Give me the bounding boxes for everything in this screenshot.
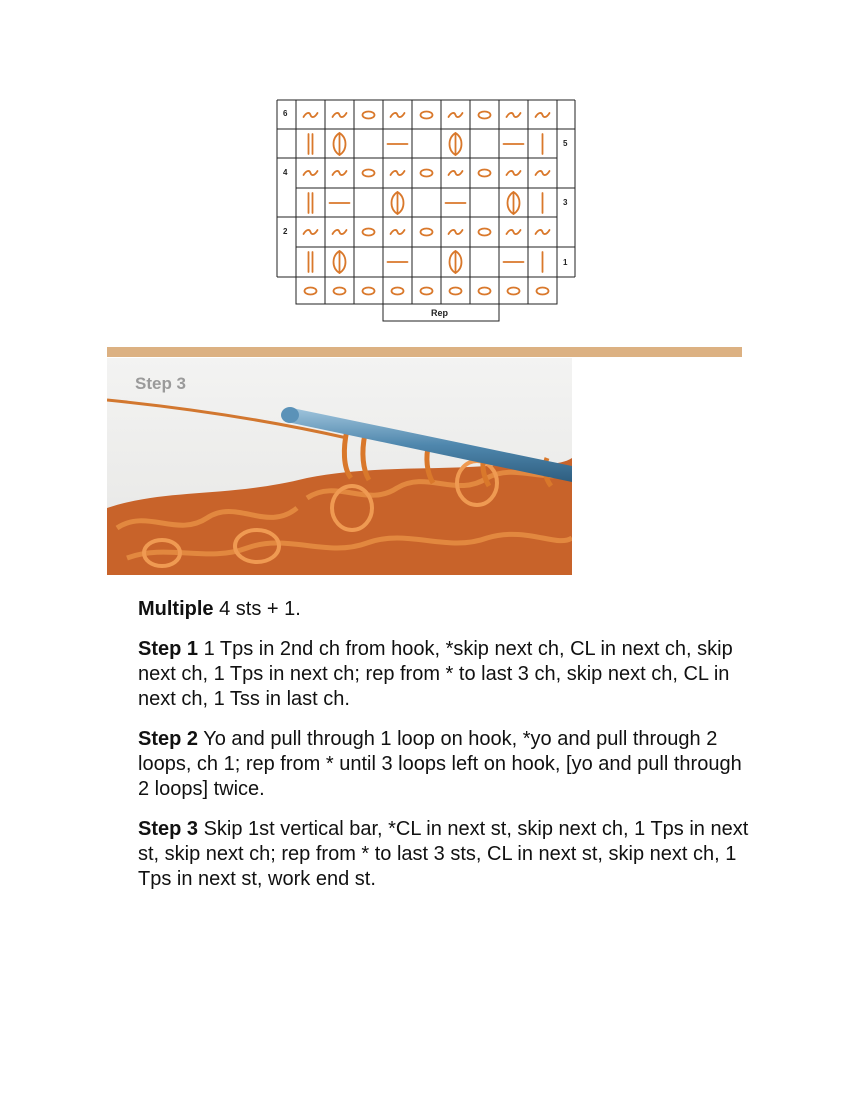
chain-stitch-symbol	[479, 170, 491, 177]
tps-stitch-symbol	[333, 171, 347, 175]
chain-stitch-symbol	[334, 288, 346, 295]
rep-label: Rep	[431, 308, 449, 318]
chain-stitch-symbol	[392, 288, 404, 295]
chain-stitch-symbol	[450, 288, 462, 295]
tps-stitch-symbol	[304, 113, 318, 117]
step3-text: Skip 1st vertical bar, *CL in next st, skip next ch, 1 Tps in next st, skip next ch; rep from * to last 3 sts, CL in next st, skip next ch, 1 Tps in next st, work end st.	[138, 818, 749, 890]
row-label-2: 2	[283, 227, 288, 236]
photo-step-label: Step 3	[135, 374, 187, 393]
tps-stitch-symbol	[391, 171, 405, 175]
tps-stitch-symbol	[449, 230, 463, 234]
step3-label: Step 3	[138, 818, 199, 840]
chain-stitch-symbol	[479, 112, 491, 119]
chain-stitch-symbol	[421, 288, 433, 295]
chain-stitch-symbol	[479, 288, 491, 295]
step1-paragraph	[138, 637, 750, 712]
tps-stitch-symbol	[304, 171, 318, 175]
chain-stitch-symbol	[508, 288, 520, 295]
tps-stitch-symbol	[536, 171, 550, 175]
tps-stitch-symbol	[391, 113, 405, 117]
chain-stitch-symbol	[479, 229, 491, 236]
row-label-5: 5	[563, 139, 568, 148]
chain-stitch-symbol	[363, 112, 375, 119]
step-photo	[107, 358, 572, 575]
chain-stitch-symbol	[421, 170, 433, 177]
tps-stitch-symbol	[536, 113, 550, 117]
chain-stitch-symbol	[537, 288, 549, 295]
tps-stitch-symbol	[304, 230, 318, 234]
section-divider-band	[107, 347, 742, 357]
chain-stitch-symbol	[305, 288, 317, 295]
tps-stitch-symbol	[536, 230, 550, 234]
chain-stitch-symbol	[421, 229, 433, 236]
row-label-1: 1	[563, 258, 568, 267]
chain-stitch-symbol	[363, 229, 375, 236]
chain-stitch-symbol	[363, 288, 375, 295]
row-label-4: 4	[283, 168, 288, 177]
step2-text: Yo and pull through 1 loop on hook, *yo and pull through 2 loops, ch 1; rep from * until 3 loops left on hook, [yo and pull through 2 loops] twice.	[138, 728, 742, 800]
tps-stitch-symbol	[333, 113, 347, 117]
step3-paragraph	[138, 817, 750, 892]
chart-stitches	[304, 112, 550, 295]
tps-stitch-symbol	[449, 113, 463, 117]
row-label-3: 3	[563, 198, 568, 207]
chain-stitch-symbol	[421, 112, 433, 119]
step1-label: Step 1	[138, 638, 199, 660]
step1-text: 1 Tps in 2nd ch from hook, *skip next ch, CL in next ch, skip next ch, 1 Tps in next ch; rep from * to last 3 ch, skip next ch, CL in next ch, 1 Tss in last ch.	[138, 638, 733, 710]
tps-stitch-symbol	[507, 171, 521, 175]
multiple-paragraph	[138, 597, 750, 622]
chain-stitch-symbol	[363, 170, 375, 177]
tps-stitch-symbol	[391, 230, 405, 234]
stitch-chart	[276, 99, 578, 325]
multiple-text: 4 sts + 1.	[213, 598, 301, 620]
tps-stitch-symbol	[507, 230, 521, 234]
instructions	[138, 597, 750, 907]
row-label-6: 6	[283, 109, 288, 118]
tps-stitch-symbol	[507, 113, 521, 117]
multiple-label: Multiple	[138, 598, 214, 620]
step2-paragraph	[138, 727, 750, 802]
tps-stitch-symbol	[449, 171, 463, 175]
step2-label: Step 2	[138, 728, 199, 750]
tps-stitch-symbol	[333, 230, 347, 234]
